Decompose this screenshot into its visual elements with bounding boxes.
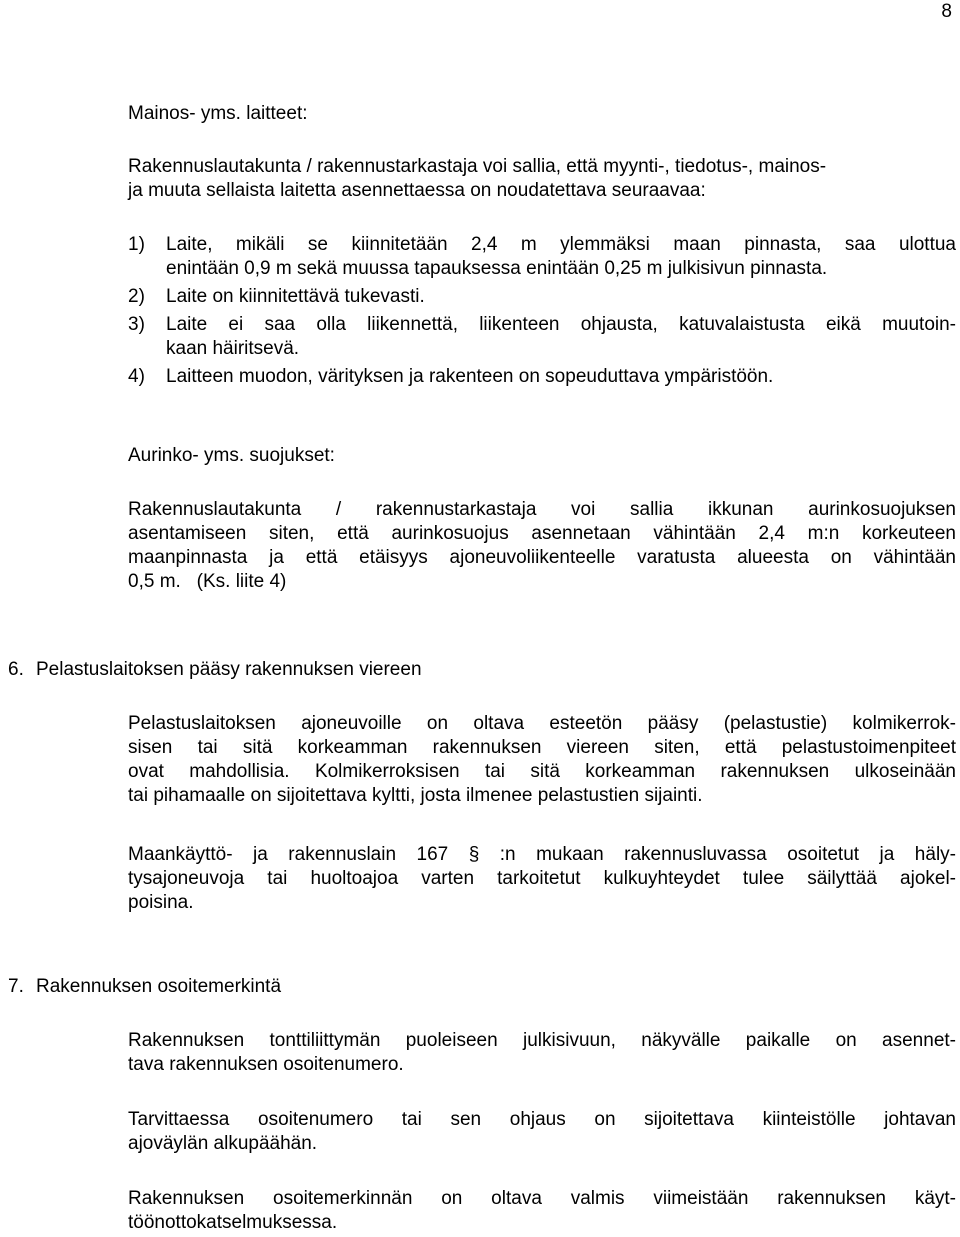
section-6-line: ovat mahdollisia. Kolmikerroksisen tai sitä korkeamman rakennuksen ulkoseinään [128,761,956,782]
ads-rule-line: Laitteen muodon, värityksen ja rakenteen on sopeuduttava ympäristöön. [166,366,774,387]
sun-line: Rakennuslautakunta / rakennustarkastaja voi sallia ikkunan aurinkosuojuksen [128,499,956,520]
section-6-line: Maankäyttö- ja rakennuslain 167 § :n mukaan rakennusluvassa osoitetut ja häly- [128,844,956,865]
ads-rule-item [128,365,956,389]
section-7-line: ajoväylän alkupäähän. [128,1133,318,1154]
ads-rule-number: 3) [128,314,145,335]
section-7-heading [8,975,281,999]
section-7-title: Rakennuksen osoitemerkintä [36,976,282,997]
sun-line: maanpinnasta ja että etäisyys ajoneuvoliikenteelle varatusta alueesta on vähintään [128,547,956,568]
ads-rule-line: Laite, mikäli se kiinnitetään 2,4 m ylemmäksi maan pinnasta, saa ulottua [166,234,956,255]
ads-rule-number: 2) [128,286,145,307]
ads-rule-item [128,233,956,281]
section-7-paragraph-2 [128,1108,956,1156]
section-6-heading [8,658,422,682]
ads-rule-item [128,313,956,361]
section-6-title: Pelastuslaitoksen pääsy rakennuksen viereen [36,659,422,680]
section-7-line: Rakennuksen tonttiliittymän puoleiseen julkisivuun, näkyvälle paikalle on asennet- [128,1030,956,1051]
page-number: 8 [941,1,952,22]
section-6-line: poisina. [128,892,194,913]
section-7-paragraph-1 [128,1029,956,1077]
ads-rule-line: Laite ei saa olla liikennettä, liikenteen ohjausta, katuvalaistusta eikä muutoin- [166,314,956,335]
section-6-line: tai pihamaalle on sijoitettava kyltti, josta ilmenee pelastustien sijainti. [128,785,703,806]
section-6-line: sisen tai sitä korkeamman rakennuksen viereen siten, että pelastustoimenpiteet [128,737,956,758]
ads-intro-line: ja muuta sellaista laitetta asennettaessa on noudatettava seuraavaa: [128,180,706,201]
ads-rule-number: 4) [128,366,145,387]
ads-rule-line: Laite on kiinnitettävä tukevasti. [166,286,425,307]
section-6-paragraph-1 [128,712,956,808]
section-7-line: töönottokatselmuksessa. [128,1212,338,1233]
ads-intro [128,155,956,203]
sun-line: asentamiseen siten, että aurinkosuojus asennetaan vähintään 2,4 m:n korkeuteen [128,523,956,544]
ads-rules-list [128,233,956,389]
section-7-paragraph-3 [128,1187,956,1235]
ads-rule-line: enintään 0,9 m sekä muussa tapauksessa enintään 0,25 m julkisivun pinnasta. [166,258,828,279]
section-6-number: 6. [8,659,24,680]
ads-rule-number: 1) [128,234,145,255]
sun-heading: Aurinko- yms. suojukset: [128,445,335,466]
ads-rule-item [128,285,956,309]
section-6-line: Pelastuslaitoksen ajoneuvoille on oltava esteetön pääsy (pelastustie) kolmikerrok- [128,713,956,734]
section-7-line: Tarvittaessa osoitenumero tai sen ohjaus on sijoitettava kiinteistölle johtavan [128,1109,956,1130]
sun-paragraph [128,498,956,594]
ads-rule-line: kaan häiritsevä. [166,338,300,359]
ads-intro-line: Rakennuslautakunta / rakennustarkastaja voi sallia, että myynti-, tiedotus-, mainos- [128,156,827,177]
section-7-line: Rakennuksen osoitemerkinnän on oltava valmis viimeistään rakennuksen käyt- [128,1188,956,1209]
section-6-line: tysajoneuvoja tai huoltoajoa varten tarkoitetut kulkuyhteydet tulee säilyttää ajokel- [128,868,956,889]
section-7-number: 7. [8,976,24,997]
sun-line: 0,5 m. (Ks. liite 4) [128,571,287,592]
section-6-paragraph-2 [128,843,956,915]
section-7-line: tava rakennuksen osoitenumero. [128,1054,404,1075]
ads-heading: Mainos- yms. laitteet: [128,103,308,124]
